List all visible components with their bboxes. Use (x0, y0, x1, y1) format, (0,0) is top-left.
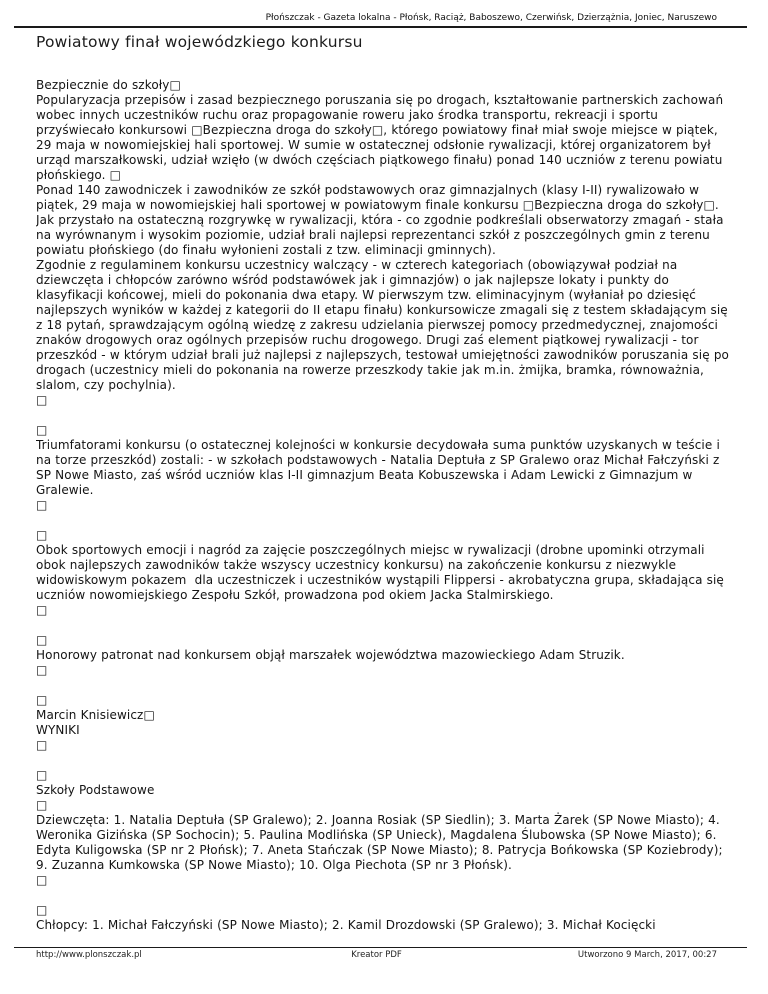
article-title: Powiatowy finał wojewódzkiego konkursu (36, 33, 363, 51)
blank-line (36, 513, 734, 528)
blank-line (36, 618, 734, 633)
article-paragraph: □ (36, 603, 48, 617)
footer-source-url: http://www.plonszczak.pl (36, 950, 142, 960)
article-paragraph: Honorowy patronat nad konkursem objął marszałek województwa mazowieckiego Adam Struzik. (36, 648, 625, 662)
footer-created-timestamp: Utworzono 9 March, 2017, 00:27 (577, 950, 717, 960)
article-paragraph: □ (36, 693, 48, 707)
article-paragraph: □ (36, 873, 48, 887)
article-paragraph: □ (36, 663, 48, 677)
article-paragraph: Triumfatorami konkursu (o ostatecznej kolejności w konkursie decydowała suma punktów uzyskanych w teście i na torze przeszkód) zostali: - w szkołach podstawowych - Natalia Deptuła z SP Gralewo oraz Michał Fałczyński z SP Nowe Miasto, zaś wśród uczniów klas I-II gimnazjum Beata Kobuszewska i Adam Lewicki z Gimnazjum w Gralewie. (36, 438, 725, 497)
article-body (36, 78, 734, 946)
article-paragraph: WYNIKI (36, 723, 80, 737)
article-paragraph: □ (36, 738, 48, 752)
article-paragraph: Ponad 140 zawodniczek i zawodników ze szkół podstawowych oraz gimnazjalnych (klasy I-II) rywalizowało w piątek, 29 maja w nowomiejskiej hali sportowej w powiatowym finale konkursu □Bezpieczna droga do szkoły□. Jak przystało na ostateczną rozgrywkę w rywalizacji, która - co zgodnie podkreślali obserwatorzy zmagań - stała na wyrównanym i wysokim poziomie, udział brali najlepsi reprezentanci szkół z poszczególnych gmin z terenu powiatu płońskiego (do finału wyłonieni zostali z tzw. eliminacji gminnych). (36, 183, 728, 257)
article-paragraph: □ (36, 423, 48, 437)
blank-line (36, 678, 734, 693)
article-paragraph: □ (36, 498, 48, 512)
article-paragraph: Zgodnie z regulaminem konkursu uczestnicy walczący - w czterech kategoriach (obowiązywał podział na dziewczęta i chłopców zarówno wśród podstawówek jak i gimnazjów) o jak najlepsze lokaty i punkty do klasyfikacji końcowej, mieli do pokonania dwa etapy. W pierwszym tzw. eliminacyjnym (wyłaniał po dziesięć najlepszych wyników w każdej z kategorii do II etapu finału) konkursowicze zmagali się z testem składającym się z 18 pytań, sprawdzającym ogólną wiedzę z zakresu udzielania pierwszej pomocy przedmedycznej, znajomości znaków drogowych oraz ogólnych przepisów ruchu drogowego. Drugi zaś element piątkowej rywalizacji - tor przeszkód - w którym udział brali już najlepsi z najlepszych, testował umiejętności zawodników poruszania się po drogach (uczestnicy mieli do pokonania na rowerze przeszkody takie jak m.in. żmijka, bramka, równoważnia, slalom, czy pochylnia). (36, 258, 734, 392)
blank-line (36, 753, 734, 768)
article-paragraph: Obok sportowych emocji i nagród za zajęcie poszczególnych miejsc w rywalizacji (drobne upominki otrzymali obok najlepszych zawodników także wszyscy uczestnicy konkursu) na zakończenie konkursu z niezwykle widowiskowym pokazem dla uczestniczek i uczestników wystąpili Flippersi - akrobatyczna grupa, składająca się uczniów nowomiejskiego Zespołu Szkół, prowadzona pod okiem Jacka Stalmirskiego. (36, 543, 729, 602)
article-paragraph: Chłopcy: 1. Michał Fałczyński (SP Nowe Miasto); 2. Kamil Drozdowski (SP Gralewo); 3. Michał Kocięcki (36, 918, 656, 932)
article-paragraph: □ (36, 528, 48, 542)
blank-line (36, 888, 734, 903)
article-paragraph: □ (36, 798, 48, 812)
article-paragraph: □ (36, 768, 48, 782)
article-paragraph: □ (36, 633, 48, 647)
site-header-line: Płońszczak - Gazeta lokalna - Płońsk, Raciąż, Baboszewo, Czerwińsk, Dzierzążnia, Joniec, Naruszewo (265, 13, 717, 23)
blank-line (36, 408, 734, 423)
article-paragraph: Marcin Knisiewicz□ (36, 708, 155, 722)
header-rule (14, 26, 747, 28)
article-paragraph: □ (36, 903, 48, 917)
article-paragraph: □ (36, 393, 48, 407)
article-paragraph: Popularyzacja przepisów i zasad bezpiecznego poruszania się po drogach, kształtowanie partnerskich zachowań wobec innych uczestników ruchu oraz propagowanie roweru jako środka transportu, rekreacji i sportu przyświecało konkursowi □Bezpieczna droga do szkoły□, którego powiatowy finał miał swoje miejsce w piątek, 29 maja w nowomiejskiej hali sportowej. W sumie w ostatecznej odsłonie rywalizacji, której organizatorem był urząd marszałkowski, udział wzięło (w dwóch częściach piątkowego finału) ponad 140 uczniów z terenu powiatu płońskiego. □ (36, 93, 728, 182)
article-paragraph: Dziewczęta: 1. Natalia Deptuła (SP Gralewo); 2. Joanna Rosiak (SP Siedlin); 3. Marta Żarek (SP Nowe Miasto); 4. Weronika Gizińska (SP Sochocin); 5. Paulina Modlińska (SP Unieck), Magdalena Ślubowska (SP Nowe Miasto); 6. Edyta Kuligowska (SP nr 2 Płońsk); 7. Aneta Stańczak (SP Nowe Miasto); 8. Patrycja Bońkowska (SP Koziebrody); 9. Zuzanna Kumkowska (SP Nowe Miasto); 10. Olga Piechota (SP nr 3 Płońsk). (36, 813, 727, 872)
footer-generator-label: Kreator PDF (351, 950, 402, 960)
article-paragraph: Bezpiecznie do szkoły□ (36, 78, 181, 92)
article-paragraph: Szkoły Podstawowe (36, 783, 155, 797)
footer-rule (14, 947, 747, 948)
